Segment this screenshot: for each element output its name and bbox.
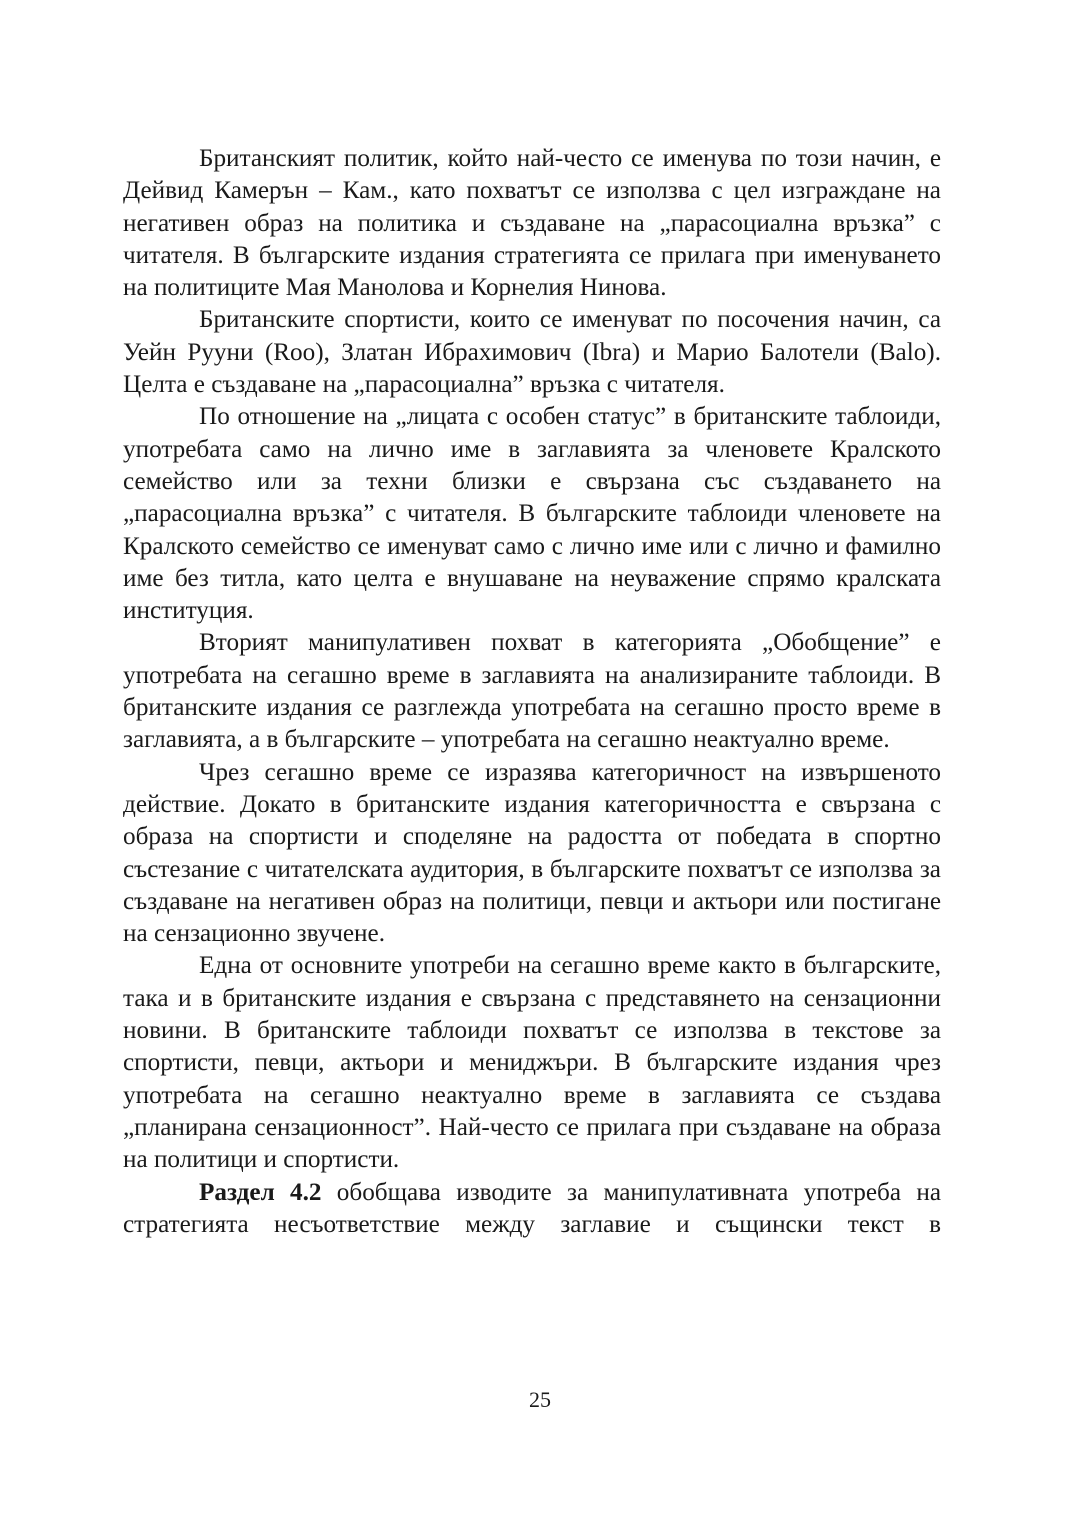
paragraph-2: Британските спортисти, които се именуват по посочения начин, са Уейн Рууни (Roo), Златан Ибрахимович (Ibra) и Марио Балотели (Balo). Целта е създаване на „парасоциална” връзка с читателя. <box>123 306 941 399</box>
paragraph-1: Британският политик, който най-често се именува по този начин, е Дейвид Камерън – Кам., като похватът се използва с цел изграждане на негативен образ на политика и създаване на „парасоциална връзка” с читателя. В българските издания стратегията се прилага при именуването на политиците Мая Манолова и Корнелия Нинова. <box>123 145 941 302</box>
paragraph-5: Чрез сегашно време се изразява категоричност на извършеното действие. Докато в британските издания категоричността е свързана с образа на спортисти и споделяне на радостта от победата в спортно състезание с читателската аудитория, в българските похватът се използва за създаване на негативен образ на политици, певци и актьори или постигане на сензационно звучене. <box>123 758 941 948</box>
page-number: 25 <box>529 1387 551 1412</box>
paragraph-3: По отношение на „лицата с особен статус” в британските таблоиди, употребата само на лично име в заглавията за членовете Кралското семейство или за техни близки е свързана със създаването на „парасоциална връзка” с читателя. В българските таблоиди членовете на Кралското семейство се именуват само с лично име или с лично и фамилно име без титла, като целта е внушаване на неуважение спрямо кралската институция. <box>123 403 941 625</box>
paragraph-7-text: обобщава изводите за манипулативната употреба на стратегията несъответствие между заглавие и същински текст в <box>123 1178 942 1238</box>
page-body <box>123 143 941 1241</box>
section-reference: Раздел 4.2 <box>199 1178 322 1206</box>
paragraph-6: Една от основните употреби на сегашно време както в българските, така и в британските издания е свързана с представянето на сензационни новини. В британските таблоиди похватът се използва в текстове за спортисти, певци, актьори и мениджъри. В българските издания чрез употребата на сегашно неактуално време в заглавията се създава „планирана сензационност”. Най-често се прилага при създаване на образа на политици и спортисти. <box>123 952 941 1174</box>
paragraph-4: Вторият манипулативен похват в категорията „Обобщение” е употребата на сегашно време в заглавията на анализираните таблоиди. В британските издания се разглежда употребата на сегашно просто време в заглавията, а в българските – употребата на сегашно неактуално време. <box>123 629 941 754</box>
paragraph-7 <box>123 1177 941 1242</box>
